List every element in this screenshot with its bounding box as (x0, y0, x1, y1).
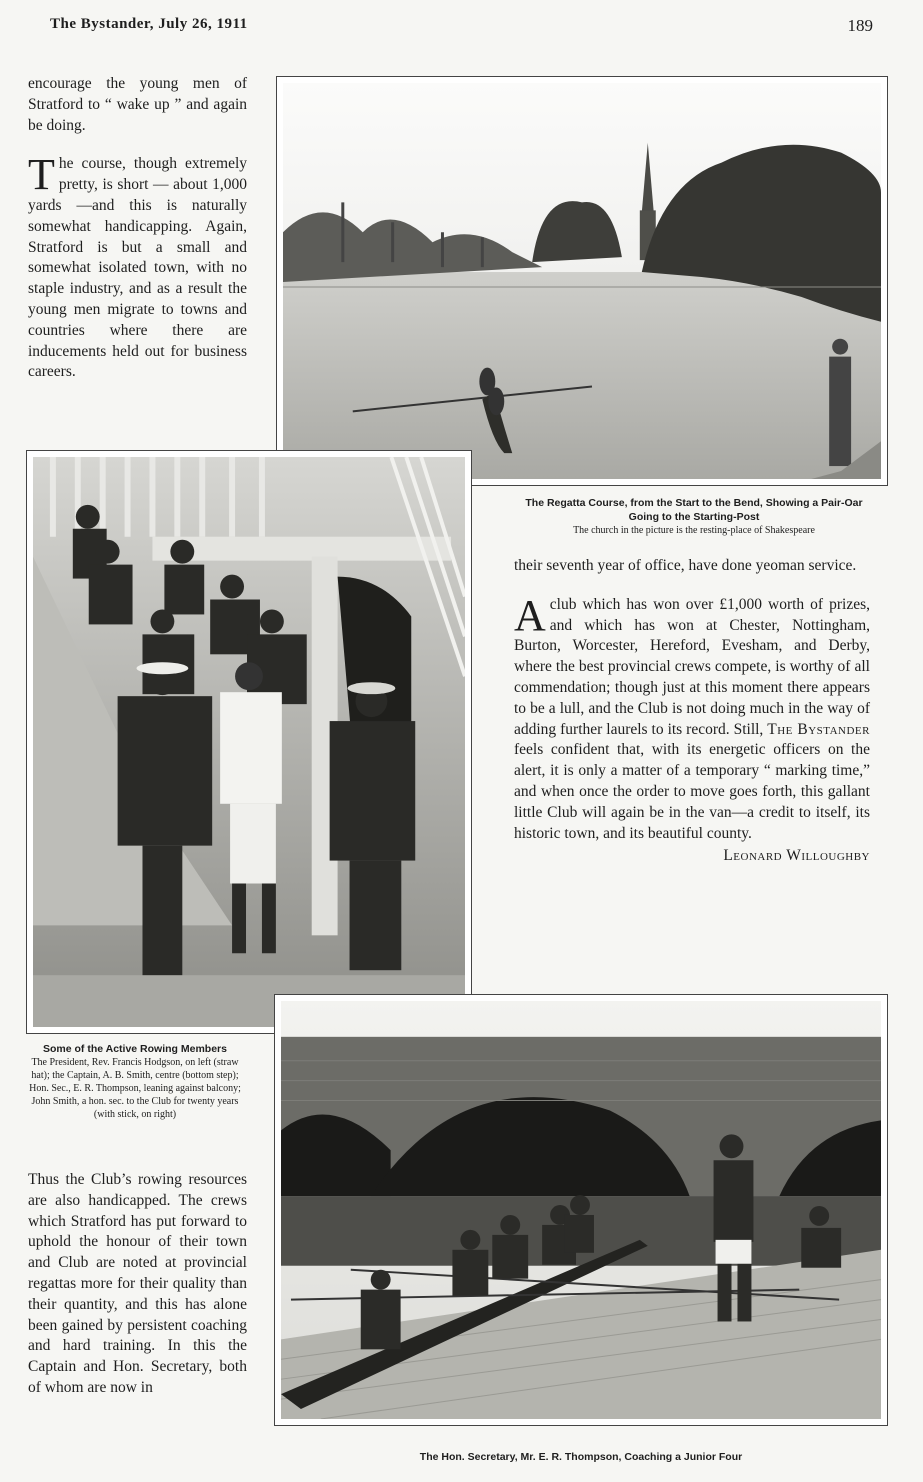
paragraph (28, 150, 247, 383)
paragraph-text: feels confident that, with its energetic officers on the alert, it is only a matter of a temporary “ marking time,” and when once the order to move goes forth, this gallant little Club will again be in the van—a credit to itself, its historic town, and its beautiful county. (514, 741, 870, 842)
caption-coaching-junior-four (274, 1450, 888, 1464)
group-portrait-image (33, 457, 465, 1027)
publication-name: The Bystander (767, 720, 870, 738)
photo-regatta-course (276, 76, 888, 486)
article-column-2 (514, 556, 870, 867)
author-signature: Leonard Willoughby (723, 847, 870, 865)
paragraph: their seventh year of office, have done yeoman service. (514, 557, 857, 574)
article-column-1 (28, 74, 247, 383)
paragraph: Thus the Club’s rowing resources are also handicapped. The crews which Stratford has put forward to uphold the honour of their town and Club are noted at provincial regattas more for their quality than their quantity, and this has alone been gained by persistent coaching and hard training. In this the Captain and Hon. Secretary, both of whom are now in (28, 1171, 247, 1396)
caption-rowing-members (26, 1042, 244, 1121)
drop-cap: A (514, 590, 546, 640)
caption-title: Some of the Active Rowing Members (43, 1043, 227, 1055)
caption-title: The Hon. Secretary, Mr. E. R. Thompson, Coaching a Junior Four (419, 1451, 743, 1463)
paragraph: encourage the young men of Stratford to “ wake up ” and again be doing. (28, 75, 247, 134)
photo-rowing-members (26, 450, 472, 1034)
river-image (283, 83, 881, 479)
paragraph-text: he course, though extremely pretty, is short — about 1,000 yards —and this is naturally somewhat handicapping. Again, Stratford is but a small and somewhat isolated town, with no staple industry, and as a result the young men migrate to towns and countries where there are inducements held out for business careers. (28, 155, 247, 381)
caption-subtitle: The President, Rev. Francis Hodgson, on left (straw hat); the Captain, A. B. Smith, centre (bottom step); Hon. Sec., E. R. Thompson, leaning against balcony; John Smith, a hon. sec. to the Club for twenty years (with stick, on right) (29, 1057, 241, 1120)
caption-subtitle: The church in the picture is the resting-place of Shakespeare (573, 525, 815, 536)
caption-regatta-course (518, 496, 870, 537)
page-header-title: The Bystander, July 26, 1911 (50, 16, 248, 32)
paragraph (514, 590, 870, 845)
caption-title: The Regatta Course, from the Start to the Bend, Showing a Pair-Oar Going to the Starting-Post (525, 497, 863, 523)
coaching-image (281, 1001, 881, 1419)
drop-cap: T (28, 150, 55, 200)
page-number: 189 (847, 16, 873, 35)
paragraph-text: club which has won over £1,000 worth of prizes, and which has won at Chester, Nottingham, Burton, Worcester, Hereford, Evesham, and Derby, where the best provincial crews compete, is worthy of all commendation; though just at this moment there appears to be a lull, and the Club is not doing much in the way of adding further laurels to its record. Still, (514, 595, 870, 738)
photo-coaching-junior-four (274, 994, 888, 1426)
article-column-3 (28, 1170, 247, 1399)
